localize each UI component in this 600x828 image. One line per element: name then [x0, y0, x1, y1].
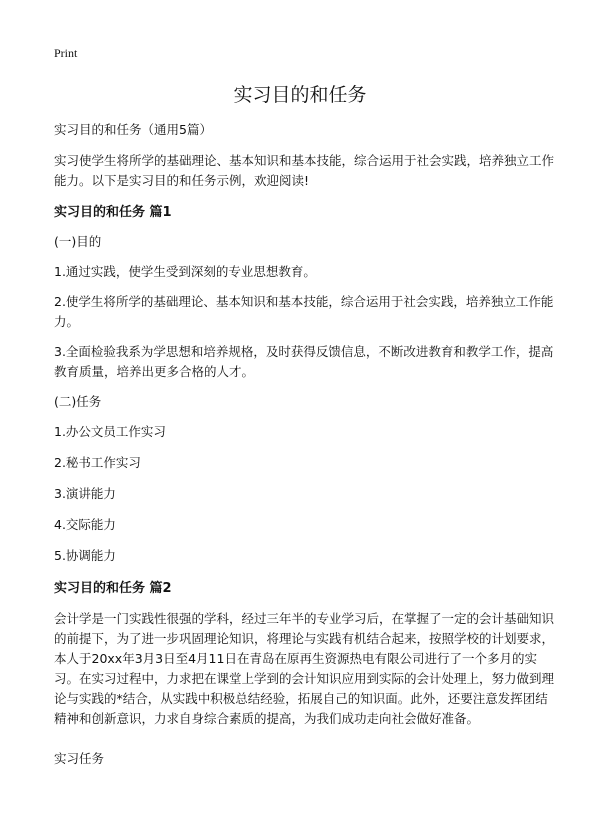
- document-subtitle: 实习目的和任务（通用5篇）: [54, 122, 212, 137]
- section1-heading: 实习目的和任务 篇1: [54, 205, 172, 220]
- section2-task-label: 实习任务: [54, 751, 105, 766]
- document-title: 实习目的和任务: [233, 84, 367, 106]
- task-item-4: 4.交际能力: [54, 517, 116, 532]
- task-item-1: 1.办公文员工作实习: [54, 424, 166, 439]
- purpose-item-2: 2.使学生将所学的基础理论、基本知识和基本技能，综合运用于社会实践，培养独立工作能力。: [54, 294, 554, 329]
- purpose-item-3: 3.全面检验我系为学思想和培养规格，及时获得反馈信息，不断改进教育和教学工作，提高教育质量，培养出更多合格的人才。: [54, 344, 554, 379]
- task-item-5: 5.协调能力: [54, 548, 116, 563]
- print-label: Print: [54, 46, 78, 60]
- section2-body: 会计学是一门实践性很强的学科，经过三年半的专业学习后，在掌握了一定的会计基础知识的前提下，为了进一步巩固理论知识，将理论与实践有机结合起来，按照学校的计划要求，本人于20xx年3月3日至4月11日在青岛在原再生资源热电有限公司进行了一个多月的实习。在实习过程中，力求把在课堂上学到的会计知识应用到实际的会计处理上，努力做到理论与实践的*结合，从实践中积极总结经验，拓展自己的知识面。此外，还要注意发挥团结精神和创新意识，力求自身综合素质的提高，为我们成功走向社会做好准备。: [54, 611, 555, 726]
- intro-paragraph: 实习使学生将所学的基础理论、基本知识和基本技能，综合运用于社会实践，培养独立工作能力。以下是实习目的和任务示例，欢迎阅读!: [54, 153, 555, 188]
- task-item-3: 3.演讲能力: [54, 486, 116, 501]
- task-heading: (二)任务: [54, 394, 102, 409]
- section2-heading: 实习目的和任务 篇2: [54, 581, 172, 596]
- purpose-item-1: 1.通过实践，使学生受到深刻的专业思想教育。: [54, 264, 316, 279]
- task-item-2: 2.秘书工作实习: [54, 455, 141, 470]
- purpose-heading: (一)目的: [54, 234, 102, 249]
